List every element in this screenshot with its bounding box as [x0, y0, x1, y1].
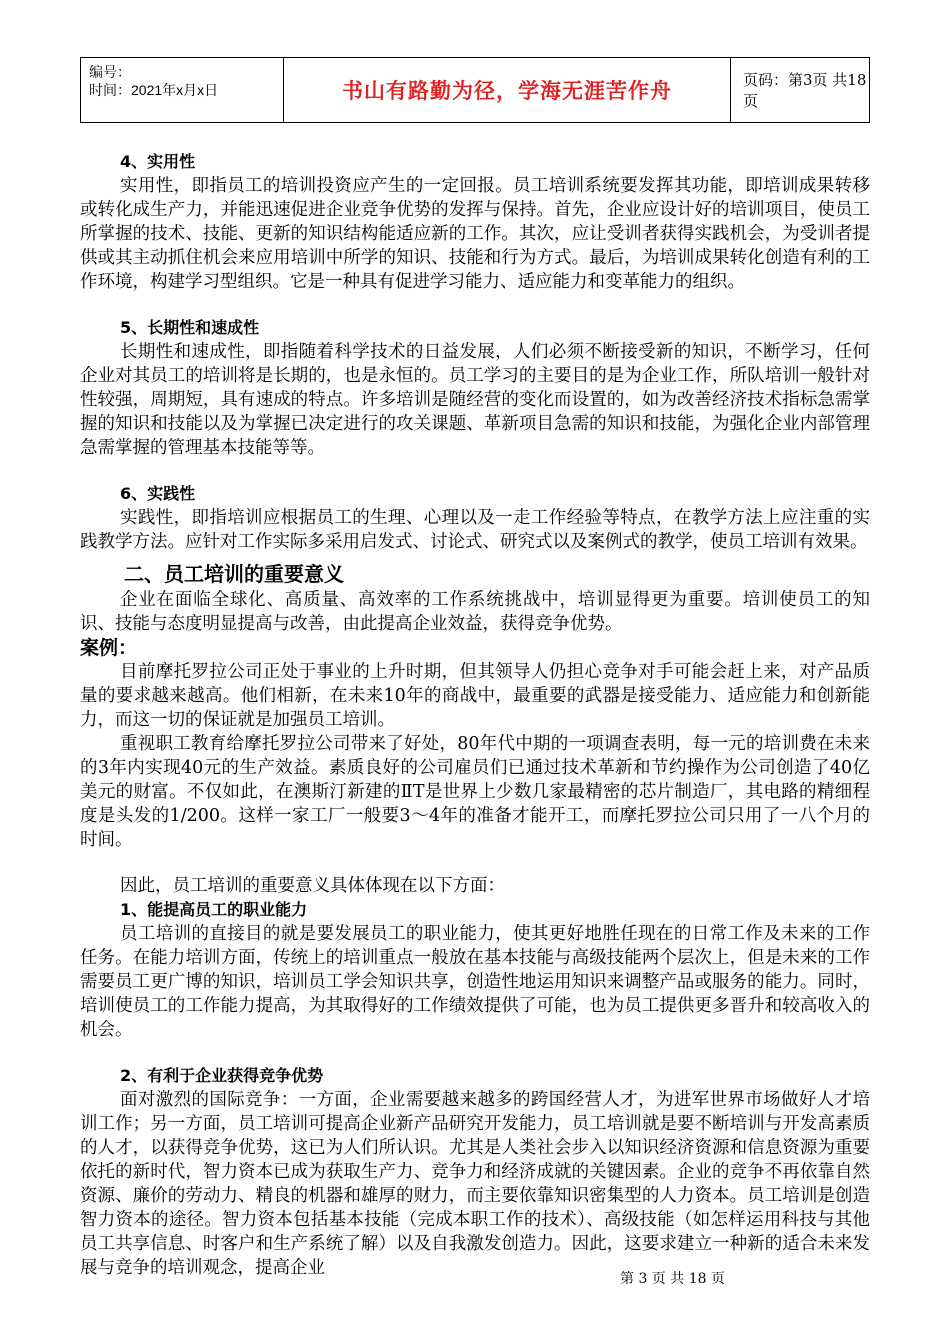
section-title: 5、长期性和速成性	[120, 318, 260, 337]
paragraph: 员工培训的直接目的就是要发展员工的职业能力，使其更好地胜任现在的日常工作及未来的工作任务。在能力培训方面，传统上的培训重点一般放在基本技能与高级技能两个层次上，但是未来的工作需要员工更广博的知识，培训员工学会知识共享，创造性地运用知识来调整产品或服务的能力。同时，培训使员工的工作能力提高，为其取得好的工作绩效提供了可能，也为员工提供更多晋升和较高收入的机会。	[80, 924, 870, 1040]
paragraph: 目前摩托罗拉公司正处于事业的上升时期，但其领导人仍担心竞争对手可能会赶上来，对产品质量的要求越来越高。他们相新，在未来10年的商战中，最重要的武器是接受能力、适应能力和创新能力，而这一切的保证就是加强员工培训。	[80, 662, 870, 730]
paragraph: 面对激烈的国际竞争：一方面，企业需要越来越多的跨国经营人才，为进军世界市场做好人才培训工作；另一方面，员工培训可提高企业新产品研究开发能力，员工培训就是要不断培训与开发高素质的人才，以获得竞争优势，这已为人们所认识。尤其是人类社会步入以知识经济资源和信息资源为重要依托的新时代，智力资本已成为获取生产力、竞争力和经济成就的关键因素。企业的竞争不再依靠自然资源、廉价的劳动力、精良的机器和雄厚的财力，而主要依靠知识密集型的人力资本。员工培训是创造智力资本的途径。智力资本包括基本技能（完成本职工作的技术）、高级技能（如怎样运用科技与其他员工共享信息、时客户和生产系统了解）以及自我激发创造力。因此，这要求建立一种新的适合未来发展与竞争的培训观念，提高企业	[80, 1090, 870, 1278]
doc-number-label: 编号：	[89, 64, 131, 80]
header-motto: 书山有路勤为径，学海无涯苦作舟	[284, 58, 731, 122]
paragraph: 实用性，即指员工的培训投资应产生的一定回报。员工培训系统要发挥其功能，即培训成果转移或转化成生产力，并能迅速促进企业竞争优势的发挥与保持。首先，企业应设计好的培训项目，使员工所掌握的技术、技能、更新的知识结构能适应新的工作。其次，应让受训者获得实践机会，为受训者提供或其主动抓住机会来应用培训中所学的知识、技能和行为方式。最后，为培训成果转化创造有利的工作环境，构建学习型组织。它是一种具有促进学习能力、适应能力和变革能力的组织。	[80, 176, 870, 292]
paragraph: 因此，员工培训的重要意义具体体现在以下方面：	[120, 876, 505, 896]
part-title: 二、员工培训的重要意义	[124, 562, 344, 586]
header-meta	[81, 58, 284, 122]
page-footer: 第 3 页 共 18 页	[620, 1271, 725, 1287]
paragraph: 长期性和速成性，即指随着科学技术的日益发展，人们必须不断接受新的知识，不断学习，任何企业对其员工的培训将是长期的，也是永恒的。员工学习的主要目的是为企业工作，所队培训一般针对性较强，周期短，具有速成的特点。许多培训是随经营的变化而设置的，如为改善经济技术指标急需掌握的知识和技能以及为掌握已决定进行的攻关课题、革新项目急需的知识和技能，为强化企业内部管理急需掌握的管理基本技能等等。	[80, 342, 870, 458]
document-body	[80, 150, 870, 1280]
header-page-info: 页码：第3页 共18页	[743, 71, 867, 110]
section-title: 4、实用性	[120, 152, 196, 171]
case-label: 案例：	[80, 637, 138, 659]
page-header	[80, 57, 870, 123]
paragraph: 企业在面临全球化、高质量、高效率的工作系统挑战中，培训显得更为重要。培训使员工的知识、技能与态度明显提高与改善，由此提高企业效益，获得竞争优势。	[80, 590, 870, 634]
section-title: 6、实践性	[120, 484, 196, 503]
paragraph: 重视职工教育给摩托罗拉公司带来了好处，80年代中期的一项调查表明，每一元的培训费在未来的3年内实现40元的生产效益。素质良好的公司雇员们已通过技术革新和节约操作为公司创造了40亿美元的财富。不仅如此，在澳斯汀新建的ⅡT是世界上少数几家最精密的芯片制造厂，其电路的精细程度是头发的1/200。这样一家工厂一般要3～4年的准备才能开工，而摩托罗拉公司只用了一八个月的时间。	[80, 734, 870, 850]
section-title: 1、能提高员工的职业能力	[120, 900, 308, 919]
doc-time-label: 时间：2021年x月x日	[89, 82, 219, 98]
paragraph: 实践性，即指培训应根据员工的生理、心理以及一走工作经验等特点，在教学方法上应注重的实践教学方法。应针对工作实际多采用启发式、讨论式、研究式以及案例式的教学，使员工培训有效果。	[80, 508, 870, 552]
section-title: 2、有利于企业获得竞争优势	[120, 1066, 324, 1085]
